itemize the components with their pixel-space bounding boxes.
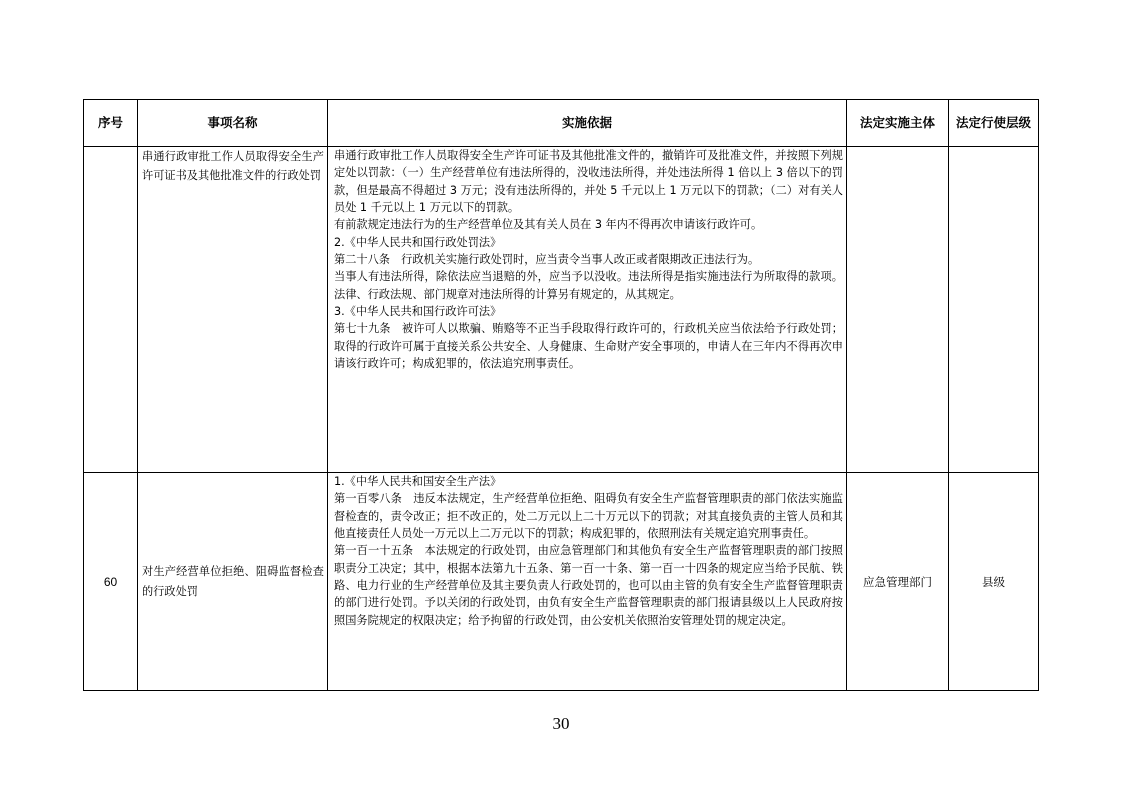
header-level: 法定行使层级 [949, 100, 1039, 147]
row-level: 县级 [949, 473, 1039, 691]
basis-paragraph: 第一百一十五条 本法规定的行政处罚，由应急管理部门和其他负有安全生产监督管理职责的部门按照职责分工决定；其中，根据本法第九十五条、第一百一十条、第一百一十四条的规定应当给予民航、铁路、电力行业的生产经营单位及其主要负责人行政处罚的，也可以由主管的负有安全生产监督管理职责的部门进行处罚。予以关闭的行政处罚，由负有安全生产监督管理职责的部门报请县级以上人民政府按照国务院规定的权限决定；给予拘留的行政处罚，由公安机关依照治安管理处罚的规定决定。 [334, 544, 843, 627]
table-row [84, 147, 1039, 473]
row-level [949, 147, 1039, 473]
header-subject: 法定实施主体 [847, 100, 949, 147]
page-number: 30 [552, 714, 570, 733]
row-subject: 应急管理部门 [847, 473, 949, 691]
basis-paragraph: 第七十九条 被许可人以欺骗、贿赂等不正当手段取得行政许可的，行政机关应当依法给予行政处罚；取得的行政许可属于直接关系公共安全、人身健康、生命财产安全事项的，申请人在三年内不得再次申请该行政许可；构成犯罪的，依法追究刑事责任。 [334, 322, 843, 371]
row-basis [328, 473, 847, 691]
row-basis [328, 147, 847, 473]
row-item-name: 串通行政审批工作人员取得安全生产许可证书及其他批准文件的行政处罚 [138, 147, 328, 473]
row-seq: 60 [84, 473, 138, 691]
basis-paragraph: 第一百零八条 违反本法规定，生产经营单位拒绝、阻碍负有安全生产监督管理职责的部门依法实施监督检查的，责令改正；拒不改正的，处二万元以上二十万元以下的罚款；对其直接负责的主管人员和其他直接责任人员处一万元以上二万元以下的罚款；构成犯罪的，依照刑法有关规定追究刑事责任。 [334, 492, 843, 541]
header-item-name: 事项名称 [138, 100, 328, 147]
table-header-row [84, 100, 1039, 147]
basis-paragraph: 第二十八条 行政机关实施行政处罚时，应当责令当事人改正或者限期改正违法行为。 [334, 253, 760, 267]
row-item-name: 对生产经营单位拒绝、阻碍监督检查的行政处罚 [138, 473, 328, 691]
basis-paragraph: 有前款规定违法行为的生产经营单位及其有关人员在 3 年内不得再次申请该行政许可。 [334, 218, 763, 232]
basis-paragraph: 当事人有违法所得，除依法应当退赔的外，应当予以没收。违法所得是指实施违法行为所取得的款项。法律、行政法规、部门规章对违法所得的计算另有规定的，从其规定。 [334, 270, 843, 301]
basis-paragraph: 3.《中华人民共和国行政许可法》 [334, 305, 502, 319]
enforcement-items-table [83, 99, 1039, 691]
header-basis: 实施依据 [328, 100, 847, 147]
table-row [84, 473, 1039, 691]
basis-paragraph: 2.《中华人民共和国行政处罚法》 [334, 235, 502, 249]
header-seq: 序号 [84, 100, 138, 147]
basis-paragraph: 1.《中华人民共和国安全生产法》 [334, 475, 502, 488]
basis-paragraph: 串通行政审批工作人员取得安全生产许可证书及其他批准文件的，撤销许可及批准文件，并按照下列规定处以罚款：（一）生产经营单位有违法所得的，没收违法所得，并处违法所得 1 倍以上 3 倍以下的罚款，但是最高不得超过 3 万元；没有违法所得的，并处 5 千元以上 1 万元以下的罚款；（二）对有关人员处 1 千元以上 1 万元以下的罚款。 [334, 149, 843, 215]
row-seq [84, 147, 138, 473]
row-subject [847, 147, 949, 473]
